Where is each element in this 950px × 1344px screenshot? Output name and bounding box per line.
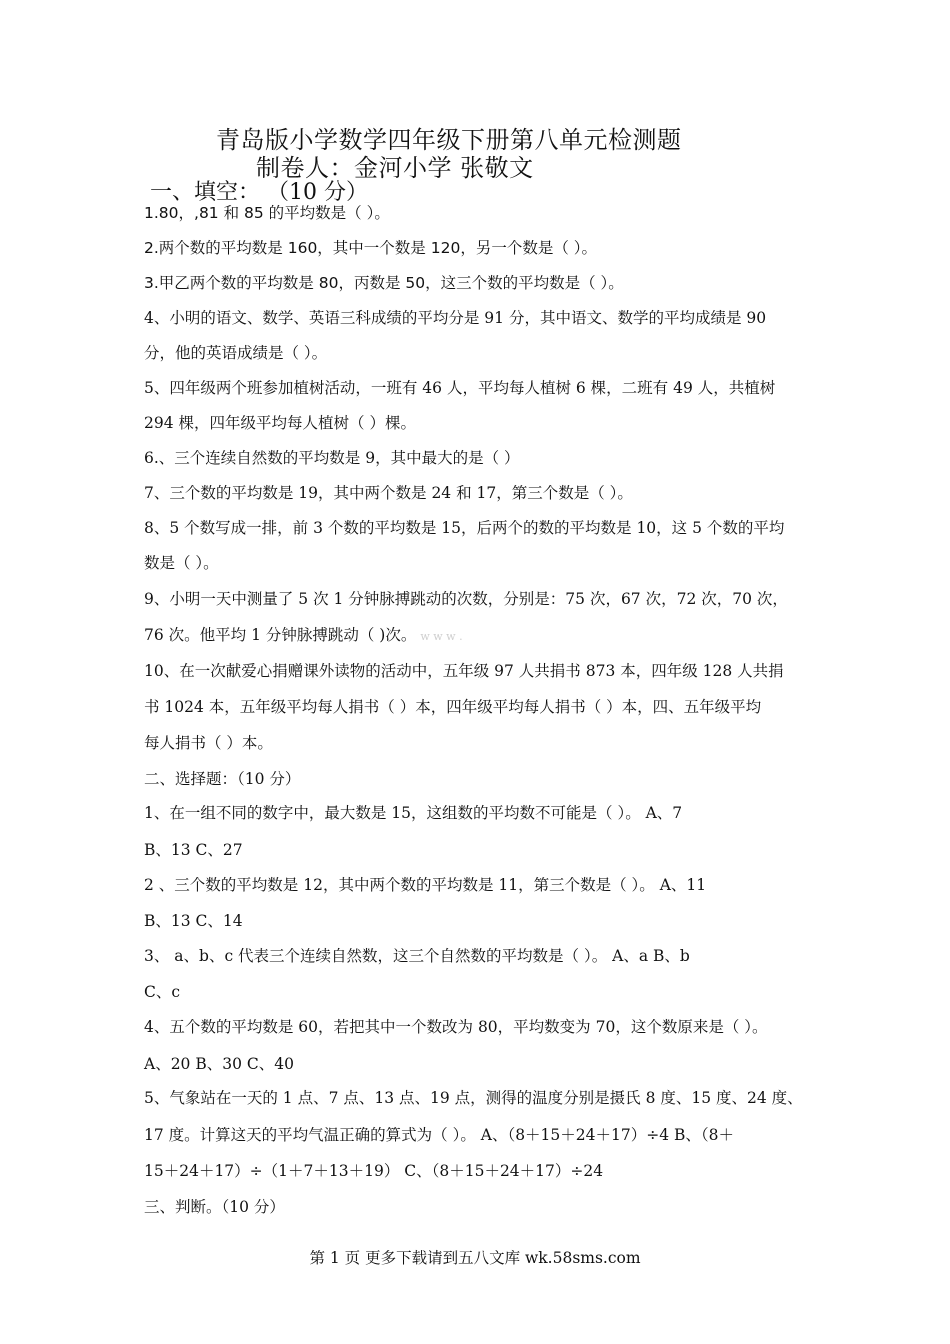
choice-line: 17 度。计算这天的平均气温正确的算式为（ ）。 A、（8＋15＋24＋17）÷4 B、（8＋ (144, 1126, 735, 1144)
question-line (144, 625, 463, 647)
choice-line: 1、在一组不同的数字中，最大数是 15，这组数的平均数不可能是（ ）。 A、7 (144, 804, 683, 822)
question-line: 7、三个数的平均数是 19，其中两个数是 24 和 17，第三个数是（ ）。 (144, 484, 633, 502)
question-line: 6.、三个连续自然数的平均数是 9，其中最大的是（ ） (144, 449, 520, 467)
choice-line: C、c (144, 983, 181, 1001)
question-line: 每人捐书（ ）本。 (144, 734, 273, 752)
choice-line: B、13 C、14 (144, 912, 243, 930)
section-heading-fill-in: 一、填空： （10 分） (150, 180, 368, 205)
section-heading-multiple-choice: 二、选择题：（10 分） (144, 770, 301, 788)
question-line: 数是（ ）。 (144, 554, 219, 572)
page-footer: 第 1 页 更多下载请到五八文库 wk.58sms.com (309, 1249, 641, 1267)
watermark-text: w w w . (420, 630, 463, 643)
question-line: 2.两个数的平均数是 160，其中一个数是 120，另一个数是（ ）。 (144, 239, 597, 257)
choice-line: 2 、三个数的平均数是 12，其中两个数的平均数是 11，第三个数是（ ）。 A、11 (144, 876, 707, 894)
question-line: 书 1024 本，五年级平均每人捐书（ ）本，四年级平均每人捐书（ ）本，四、五年级平均 (144, 698, 762, 716)
choice-line: 15＋24＋17）÷（1＋7＋13＋19） C、（8＋15＋24＋17）÷24 (144, 1162, 604, 1180)
question-line: 3.甲乙两个数的平均数是 80，丙数是 50，这三个数的平均数是（ ）。 (144, 274, 624, 292)
question-line: 294 棵，四年级平均每人植树（ ）棵。 (144, 414, 416, 432)
choice-line: B、13 C、27 (144, 841, 243, 859)
choice-line: 5、气象站在一天的 1 点、7 点、13 点、19 点，测得的温度分别是摄氏 8 度、15 度、24 度、 (144, 1089, 803, 1107)
section-heading-true-false: 三、判断。（10 分） (144, 1198, 285, 1216)
choice-line: 3、 a、b、c 代表三个连续自然数，这三个自然数的平均数是（ ）。 A、a B、b (144, 947, 690, 965)
choice-line: 4、五个数的平均数是 60，若把其中一个数改为 80，平均数变为 70，这个数原来是（ ）。 (144, 1018, 768, 1036)
question-line: 10、在一次献爱心捐赠课外读物的活动中，五年级 97 人共捐书 873 本，四年级 128 人共捐 (144, 662, 784, 680)
question-line: 分，他的英语成绩是（ ）。 (144, 344, 328, 362)
question-line: 5、四年级两个班参加植树活动，一班有 46 人，平均每人植树 6 棵，二班有 49 人，共植树 (144, 379, 776, 397)
page-title: 青岛版小学数学四年级下册第八单元检测题 (216, 126, 682, 154)
question-text: 76 次。他平均 1 分钟脉搏跳动（ )次。 (144, 626, 417, 644)
question-line: 8、5 个数写成一排，前 3 个数的平均数是 15，后两个的数的平均数是 10，这 5 个数的平均 (144, 519, 785, 537)
question-line: 4、小明的语文、数学、英语三科成绩的平均分是 91 分，其中语文、数学的平均成绩是 90 (144, 309, 767, 327)
question-line: 9、小明一天中测量了 5 次 1 分钟脉搏跳动的次数，分别是：75 次，67 次，72 次，70 次， (144, 590, 788, 608)
question-line: 1.80，,81 和 85 的平均数是（ ）。 (144, 204, 390, 222)
page-author: 制卷人：金河小学 张敬文 (256, 154, 534, 182)
choice-line: A、20 B、30 C、40 (144, 1055, 294, 1073)
